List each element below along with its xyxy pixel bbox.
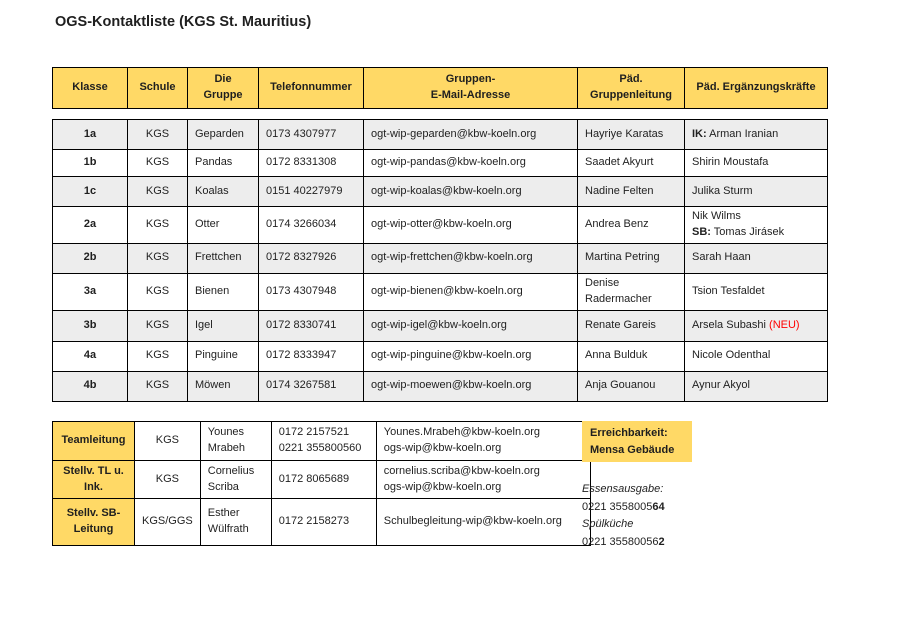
cell-telefon: 0172 2157521 0221 355800560	[271, 422, 376, 461]
cell-gruppe: Bienen	[188, 273, 259, 310]
cell-gruppe: Pandas	[188, 150, 259, 177]
cell-ergaenzungskraefte	[685, 177, 828, 207]
cell-email: Younes.Mrabeh@kbw-koeln.org ogs-wip@kbw-koeln.org	[376, 422, 590, 461]
cell-role: Stellv. TL u. Ink.	[53, 461, 135, 499]
cell-ergaenzungskraefte	[685, 371, 828, 401]
table-row	[53, 310, 828, 341]
cell-klasse: 4b	[53, 371, 128, 401]
cell-schule: KGS	[128, 310, 188, 341]
cell-telefon: 0172 8327926	[259, 243, 364, 273]
table-row	[53, 341, 828, 371]
cell-role: Stellv. SB- Leitung	[53, 499, 135, 546]
cell-klasse: 2b	[53, 243, 128, 273]
cell-gruppenleitung: Martina Petring	[578, 243, 685, 273]
cell-gruppenleitung: Saadet Akyurt	[578, 150, 685, 177]
cell-gruppe: Möwen	[188, 371, 259, 401]
cell-telefon: 0174 3267581	[259, 371, 364, 401]
cell-ergaenzungskraefte	[685, 273, 828, 310]
cell-email: ogt-wip-bienen@kbw-koeln.org	[364, 273, 578, 310]
cell-klasse: 1c	[53, 177, 128, 207]
cell-klasse: 2a	[53, 207, 128, 244]
text-segment: Julika Sturm	[692, 184, 753, 197]
leadership-row	[53, 461, 591, 499]
cell-email: ogt-wip-frettchen@kbw-koeln.org	[364, 243, 578, 273]
cell-email: Schulbegleitung-wip@kbw-koeln.org	[376, 499, 590, 546]
cell-ergaenzungskraefte	[685, 310, 828, 341]
cell-telefon: 0172 2158273	[271, 499, 376, 546]
text-segment: Shirin Moustafa	[692, 156, 769, 169]
cell-schule: KGS	[128, 150, 188, 177]
text-segment: 0221 3558005	[582, 500, 653, 513]
main-table	[52, 119, 828, 402]
table-row	[53, 207, 828, 244]
cell-klasse: 1a	[53, 120, 128, 150]
cell-klasse: 3a	[53, 273, 128, 310]
cell-telefon: 0174 3266034	[259, 207, 364, 244]
cell-schule: KGS	[128, 273, 188, 310]
cell-email: ogt-wip-geparden@kbw-koeln.org	[364, 120, 578, 150]
text-segment: Arman Iranian	[706, 127, 779, 140]
cell-gruppenleitung: Anna Bulduk	[578, 341, 685, 371]
cell-telefon: 0173 4307948	[259, 273, 364, 310]
text-segment: Spülküche	[582, 518, 634, 531]
text-segment: Aynur Akyol	[692, 379, 750, 392]
cell-schule: KGS/GGS	[135, 499, 201, 546]
cell-gruppe: Otter	[188, 207, 259, 244]
text-segment: Sarah Haan	[692, 251, 751, 264]
kitchen-phone-lines	[582, 481, 732, 551]
cell-ergaenzungskraefte	[685, 150, 828, 177]
cell-telefon: 0173 4307977	[259, 120, 364, 150]
table-row	[53, 371, 828, 401]
column-header: Telefonnummer	[259, 68, 364, 109]
cell-telefon: 0172 8333947	[259, 341, 364, 371]
text-segment: 64	[652, 500, 665, 513]
cell-email: ogt-wip-otter@kbw-koeln.org	[364, 207, 578, 244]
cell-schule: KGS	[128, 207, 188, 244]
cell-schule: KGS	[128, 177, 188, 207]
column-header: Schule	[128, 68, 188, 109]
cell-gruppe: Geparden	[188, 120, 259, 150]
cell-schule: KGS	[128, 120, 188, 150]
cell-schule: KGS	[128, 243, 188, 273]
info-line	[582, 499, 732, 517]
cell-schule: KGS	[135, 461, 201, 499]
cell-email: ogt-wip-koalas@kbw-koeln.org	[364, 177, 578, 207]
table-row	[53, 150, 828, 177]
cell-email: cornelius.scriba@kbw-koeln.org ogs-wip@kbw-koeln.org	[376, 461, 590, 499]
cell-ergaenzungskraefte	[685, 207, 828, 244]
text-segment: Arsela Subashi	[692, 318, 770, 331]
leadership-table	[52, 421, 591, 546]
column-header: Päd. Ergänzungskräfte	[685, 68, 828, 109]
main-table-header	[52, 67, 828, 109]
cell-email: ogt-wip-igel@kbw-koeln.org	[364, 310, 578, 341]
cell-telefon: 0172 8330741	[259, 310, 364, 341]
info-line	[582, 481, 732, 499]
cell-name: Younes Mrabeh	[200, 422, 271, 461]
table-row	[53, 177, 828, 207]
text-segment: IK:	[692, 127, 707, 140]
column-header: Klasse	[53, 68, 128, 109]
cell-gruppenleitung: Andrea Benz	[578, 207, 685, 244]
cell-gruppe: Frettchen	[188, 243, 259, 273]
cell-schule: KGS	[128, 371, 188, 401]
availability-panel	[582, 421, 732, 551]
cell-klasse: 1b	[53, 150, 128, 177]
table-row	[53, 243, 828, 273]
cell-gruppenleitung: Denise Radermacher	[578, 273, 685, 310]
cell-gruppe: Koalas	[188, 177, 259, 207]
column-header: Die Gruppe	[188, 68, 259, 109]
cell-telefon: 0151 40227979	[259, 177, 364, 207]
cell-schule: KGS	[135, 422, 201, 461]
column-header: Päd. Gruppenleitung	[578, 68, 685, 109]
cell-gruppenleitung: Hayriye Karatas	[578, 120, 685, 150]
cell-gruppe: Igel	[188, 310, 259, 341]
text-segment: Tomas Jirásek	[710, 225, 785, 238]
cell-gruppenleitung: Renate Gareis	[578, 310, 685, 341]
cell-telefon: 0172 8331308	[259, 150, 364, 177]
leadership-row	[53, 422, 591, 461]
availability-highlight: Erreichbarkeit: Mensa Gebäude	[582, 421, 692, 462]
cell-klasse: 4a	[53, 341, 128, 371]
cell-email: ogt-wip-pandas@kbw-koeln.org	[364, 150, 578, 177]
text-segment: Nicole Odenthal	[692, 349, 771, 362]
table-row	[53, 120, 828, 150]
text-segment: 0221 35580056	[582, 535, 659, 548]
cell-gruppe: Pinguine	[188, 341, 259, 371]
table-row	[53, 273, 828, 310]
cell-ergaenzungskraefte	[685, 341, 828, 371]
cell-gruppenleitung: Anja Gouanou	[578, 371, 685, 401]
text-segment: 2	[658, 535, 665, 548]
cell-role: Teamleitung	[53, 422, 135, 461]
cell-telefon: 0172 8065689	[271, 461, 376, 499]
text-segment: SB:	[692, 225, 711, 238]
info-line	[582, 516, 732, 534]
cell-ergaenzungskraefte	[685, 120, 828, 150]
cell-klasse: 3b	[53, 310, 128, 341]
text-segment: Nik Wilms	[692, 210, 741, 222]
cell-email: ogt-wip-pinguine@kbw-koeln.org	[364, 341, 578, 371]
cell-gruppenleitung: Nadine Felten	[578, 177, 685, 207]
leadership-row	[53, 499, 591, 546]
header-row	[53, 68, 828, 109]
cell-email: ogt-wip-moewen@kbw-koeln.org	[364, 371, 578, 401]
text-segment: Essensausgabe:	[582, 483, 664, 495]
info-line	[582, 534, 732, 552]
cell-name: Cornelius Scriba	[200, 461, 271, 499]
text-segment: (NEU)	[769, 318, 800, 331]
cell-name: Esther Wülfrath	[200, 499, 271, 546]
column-header: Gruppen- E-Mail-Adresse	[364, 68, 578, 109]
page-title: OGS-Kontaktliste (KGS St. Mauritius)	[55, 14, 312, 30]
cell-ergaenzungskraefte	[685, 243, 828, 273]
cell-schule: KGS	[128, 341, 188, 371]
text-segment: Tsion Tesfaldet	[692, 284, 765, 297]
